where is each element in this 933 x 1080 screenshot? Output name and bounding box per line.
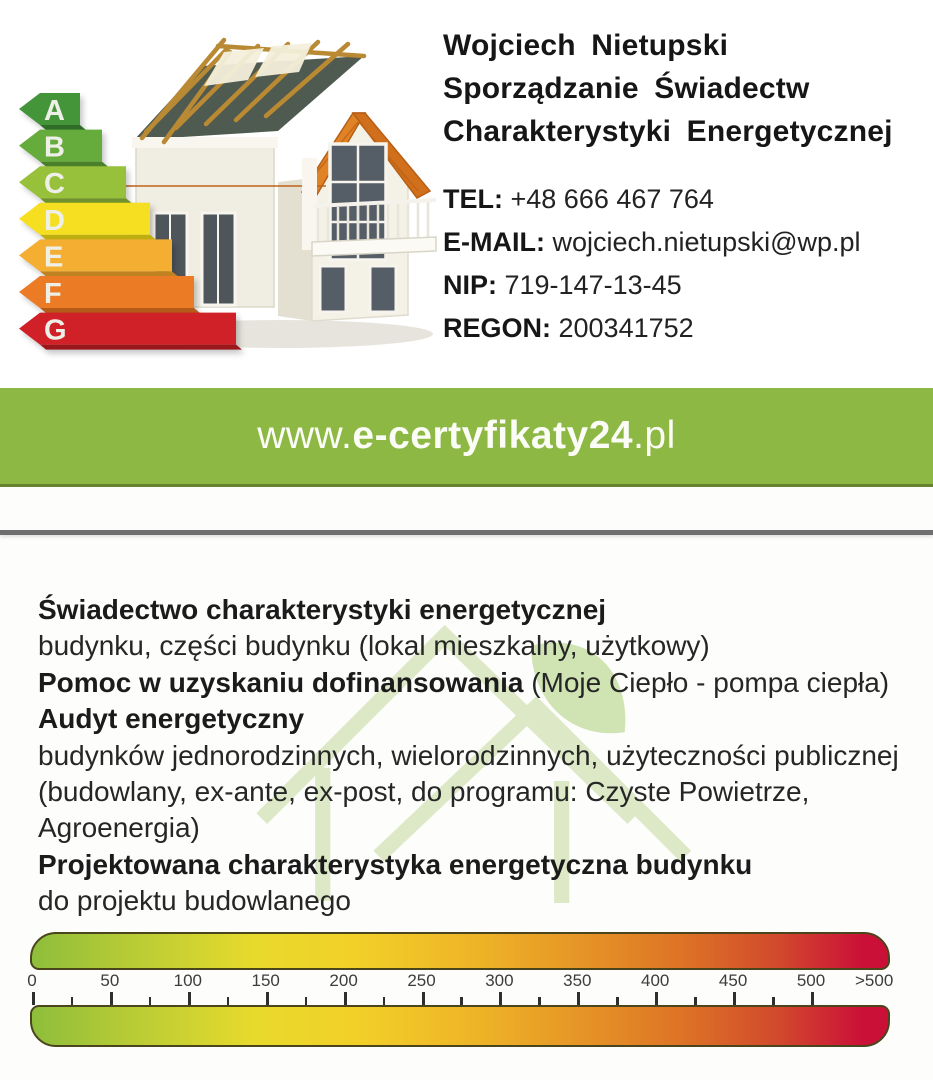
- energy-letter: G: [44, 314, 67, 347]
- scale-minor-tick: [616, 997, 619, 1005]
- business-subtitle-line2: Charakterystyki Energetycznej: [443, 115, 893, 148]
- scale-major-tick: [577, 992, 580, 1005]
- contact-label: NIP:: [443, 270, 497, 300]
- contact-row: NIP: 719-147-13-45: [443, 270, 682, 300]
- energy-arrow-C: [19, 166, 126, 201]
- scale-major-tick: [110, 992, 113, 1005]
- energy-rating-arrows-graphic: [18, 92, 264, 352]
- service-line: budynków jednorodzinnych, wielorodzinnych, użyteczności publicznej: [38, 739, 899, 771]
- service-line: (budowlany, ex-ante, ex-post, do programu: Czyste Powietrze,: [38, 776, 810, 808]
- service-line: Świadectwo charakterystyki energetycznej: [38, 594, 607, 625]
- energy-letter: B: [44, 131, 65, 164]
- scale-major-tick: [733, 992, 736, 1005]
- energy-scale: [0, 932, 933, 1052]
- scale-label: 200: [329, 971, 358, 990]
- scale-minor-tick: [149, 997, 152, 1005]
- contact-label: TEL:: [443, 184, 503, 214]
- scale-label: 500: [796, 971, 826, 990]
- scale-major-tick: [422, 992, 425, 1005]
- energy-letter: D: [44, 204, 65, 237]
- service-line: budynku, części budynku (lokal mieszkalny, użytkowy): [38, 630, 710, 662]
- scale-label: 50: [100, 971, 120, 990]
- energy-letter: A: [44, 95, 65, 127]
- scale-major-tick: [32, 992, 35, 1005]
- service-line: Projektowana charakterystyka energetyczna budynku: [38, 848, 753, 880]
- scale-gradient-bar-top: [30, 932, 890, 970]
- scale-minor-tick: [538, 997, 541, 1005]
- scale-label: 400: [641, 971, 670, 990]
- scale-major-tick: [266, 992, 269, 1005]
- scale-minor-tick: [227, 997, 230, 1005]
- website-url: [257, 414, 676, 458]
- scale-minor-tick: [772, 997, 775, 1005]
- scale-minor-tick: [383, 997, 386, 1005]
- scale-label: 350: [563, 971, 592, 990]
- scale-major-tick: [811, 992, 814, 1005]
- scale-minor-tick: [460, 997, 463, 1005]
- scale-major-tick: [344, 992, 347, 1005]
- service-line: Agroenergia): [38, 812, 200, 844]
- scale-minor-tick: [305, 997, 308, 1005]
- scale-label: 250: [407, 971, 436, 990]
- energy-letter: E: [44, 241, 64, 274]
- contact-row: REGON: 200341752: [443, 313, 694, 343]
- header-section: [0, 0, 933, 388]
- scale-label: 300: [485, 971, 514, 990]
- scale-major-tick: [499, 992, 502, 1005]
- energy-letter: C: [44, 168, 65, 201]
- scale-label: 0: [27, 971, 37, 990]
- services-section: [0, 592, 933, 922]
- business-subtitle-line1: Sporządzanie Świadectw: [443, 72, 810, 105]
- service-line: do projektu budowlanego: [38, 885, 351, 917]
- scale-label: 100: [173, 971, 202, 990]
- services-list: [38, 592, 928, 920]
- scale-minor-tick: [71, 997, 74, 1005]
- contact-list: [443, 178, 923, 350]
- contact-row: TEL: +48 666 467 764: [443, 184, 714, 214]
- scale-major-tick: [655, 992, 658, 1005]
- contact-row: E-MAIL: wojciech.nietupski@wp.pl: [443, 227, 861, 257]
- contact-label: E-MAIL:: [443, 227, 545, 257]
- scale-label: 450: [718, 971, 748, 990]
- scale-minor-tick: [694, 997, 697, 1005]
- website-banner: [0, 388, 933, 487]
- url-prefix: www.: [257, 414, 353, 457]
- energy-letter: F: [44, 278, 62, 310]
- url-domain: e-certyfikaty24: [352, 414, 634, 457]
- scale-tick-band: [0, 970, 933, 1005]
- contact-label: REGON:: [443, 313, 551, 343]
- person-name: Wojciech Nietupski: [443, 29, 729, 62]
- scale-gradient-bar-bottom: [30, 1005, 890, 1047]
- energy-arrow-E: [19, 239, 172, 274]
- service-line: Audyt energetyczny: [38, 703, 305, 735]
- url-suffix: .pl: [633, 414, 676, 457]
- scale-label: 150: [251, 971, 280, 990]
- contact-block: [443, 24, 923, 350]
- service-line: Pomoc w uzyskaniu dofinansowania (Moje Ciepło - pompa ciepła): [38, 666, 890, 698]
- divider-line: [0, 530, 933, 535]
- energy-arrow-D: [19, 203, 150, 235]
- scale-label: >500: [855, 971, 894, 990]
- scale-major-tick: [188, 992, 191, 1005]
